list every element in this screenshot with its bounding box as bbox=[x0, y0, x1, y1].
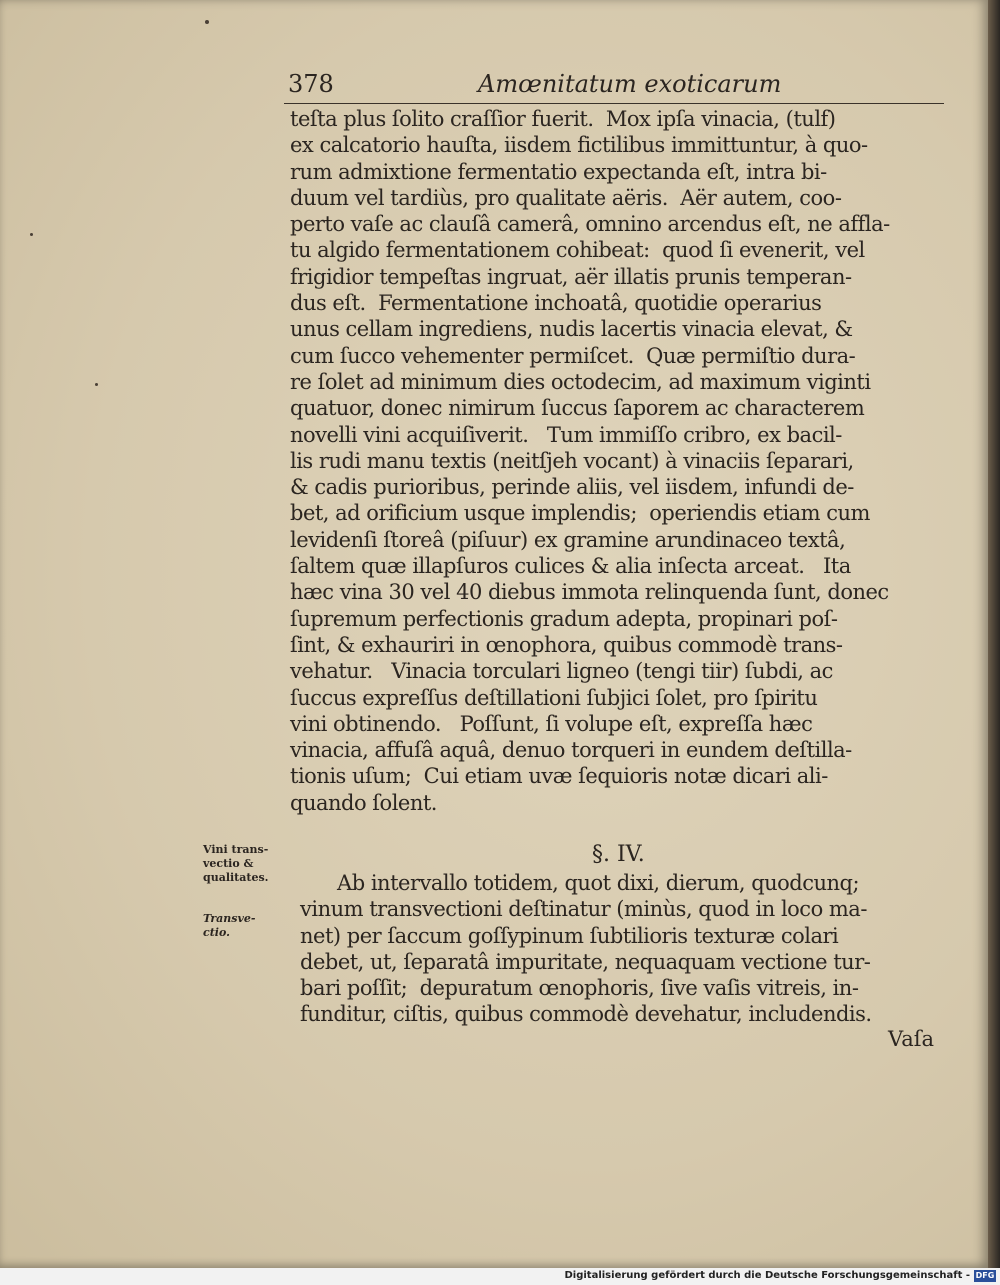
text-line: ex calcatorio hauſta, iisdem fictilibus immittuntur, à quo- bbox=[290, 133, 868, 158]
page-edge-shadow bbox=[988, 0, 1000, 1268]
text-line: re ſolet ad minimum dies octodecim, ad maximum viginti bbox=[290, 369, 871, 394]
text-line: lis rudi manu textis (neitſjeh vocant) à vinaciis ſeparari, bbox=[290, 448, 854, 473]
text-line: bet, ad orificium usque implendis; operiendis etiam cum bbox=[290, 501, 870, 526]
paper-speck bbox=[95, 383, 98, 386]
margin-note-vini-transvectio: Vini trans- vectio & qualitates. bbox=[203, 843, 269, 884]
text-line: funditur, ciſtis, quibus commodè devehatur, includendis. bbox=[300, 1002, 872, 1027]
header-rule bbox=[284, 103, 944, 104]
text-line: hæc vina 30 vel 40 diebus immota relinquenda ſunt, donec bbox=[290, 580, 889, 605]
text-line: bari poſſit; depuratum œnophoris, ſive vaſis vitreis, in- bbox=[300, 976, 859, 1001]
running-head: Amœnitatum exoticarum bbox=[478, 70, 782, 98]
text-line: ſaltem quæ illapſuros culices & alia inſecta arceat. Ita bbox=[290, 554, 851, 579]
dfg-logo: DFG bbox=[975, 1271, 995, 1280]
text-line: cum ſucco vehementer permiſcet. Quæ permiſtio dura- bbox=[290, 343, 856, 368]
text-line: perto vaſe ac clauſâ camerâ, omnino arcendus eſt, ne affla- bbox=[290, 212, 890, 237]
text-line: tu algido fermentationem cohibeat: quod ſi evenerit, vel bbox=[290, 238, 865, 263]
section-paragraph bbox=[300, 870, 955, 1028]
paper-speck bbox=[30, 233, 33, 236]
text-line: ſuccus expreſſus deſtillationi ſubjici ſolet, pro ſpiritu bbox=[290, 685, 818, 710]
text-line: levidenſi ſtoreâ (piſuur) ex gramine arundinaceo textâ, bbox=[290, 527, 846, 552]
section-heading: §. IV. bbox=[592, 842, 645, 867]
paper-speck bbox=[205, 20, 209, 24]
text-line: vinacia, affuſâ aquâ, denuo torqueri in eundem deſtilla- bbox=[290, 738, 852, 763]
text-line: frigidior tempeſtas ingruat, aër illatis prunis temperan- bbox=[290, 264, 852, 289]
text-line: vini obtinendo. Poſſunt, ſi volupe eſt, expreſſa hæc bbox=[290, 711, 813, 736]
text-line: & cadis purioribus, perinde aliis, vel iisdem, infundi de- bbox=[290, 475, 854, 500]
main-paragraph bbox=[290, 106, 955, 816]
text-line: vinum transvectioni deſtinatur (minùs, quod in loco ma- bbox=[300, 897, 867, 922]
text-line: unus cellam ingrediens, nudis lacertis vinacia elevat, & bbox=[290, 317, 853, 342]
text-line: dus eſt. Fermentatione inchoatâ, quotidie operarius bbox=[290, 291, 822, 316]
text-line: ſupremum perfectionis gradum adepta, propinari poſ- bbox=[290, 606, 838, 631]
page-number: 378 bbox=[288, 70, 334, 98]
text-line: duum vel tardiùs, pro qualitate aëris. Aër autem, coo- bbox=[290, 185, 842, 210]
text-line: teſta plus ſolito craſſior fuerit. Mox ipſa vinacia, (tulf) bbox=[290, 107, 836, 131]
margin-note-transvectio: Transve- ctio. bbox=[203, 912, 256, 939]
text-line: vehatur. Vinacia torculari ligneo (tengi tiir) ſubdi, ac bbox=[290, 659, 833, 684]
text-line: novelli vini acquiſiverit. Tum immiſſo cribro, ex bacil- bbox=[290, 422, 842, 447]
text-line: rum admixtione fermentatio expectanda eſt, intra bi- bbox=[290, 159, 827, 184]
text-line: net) per ſaccum goſſypinum ſubtilioris texturæ colari bbox=[300, 923, 839, 948]
text-line: ſint, & exhauriri in œnophora, quibus commodè trans- bbox=[290, 632, 843, 657]
footer-credit: Digitalisierung gefördert durch die Deutsche Forschungsgemeinschaft - bbox=[564, 1270, 970, 1281]
text-line: tionis uſum; Cui etiam uvæ ſequioris notæ dicari ali- bbox=[290, 764, 828, 789]
text-line: quando ſolent. bbox=[290, 790, 437, 815]
text-line: debet, ut, ſeparatâ impuritate, nequaquam vectione tur- bbox=[300, 949, 871, 974]
catchword: Vaſa bbox=[888, 1027, 935, 1051]
text-line: Ab intervallo totidem, quot dixi, dierum, quodcunq; bbox=[300, 871, 860, 895]
text-line: quatuor, donec nimirum ſuccus ſaporem ac characterem bbox=[290, 396, 865, 421]
